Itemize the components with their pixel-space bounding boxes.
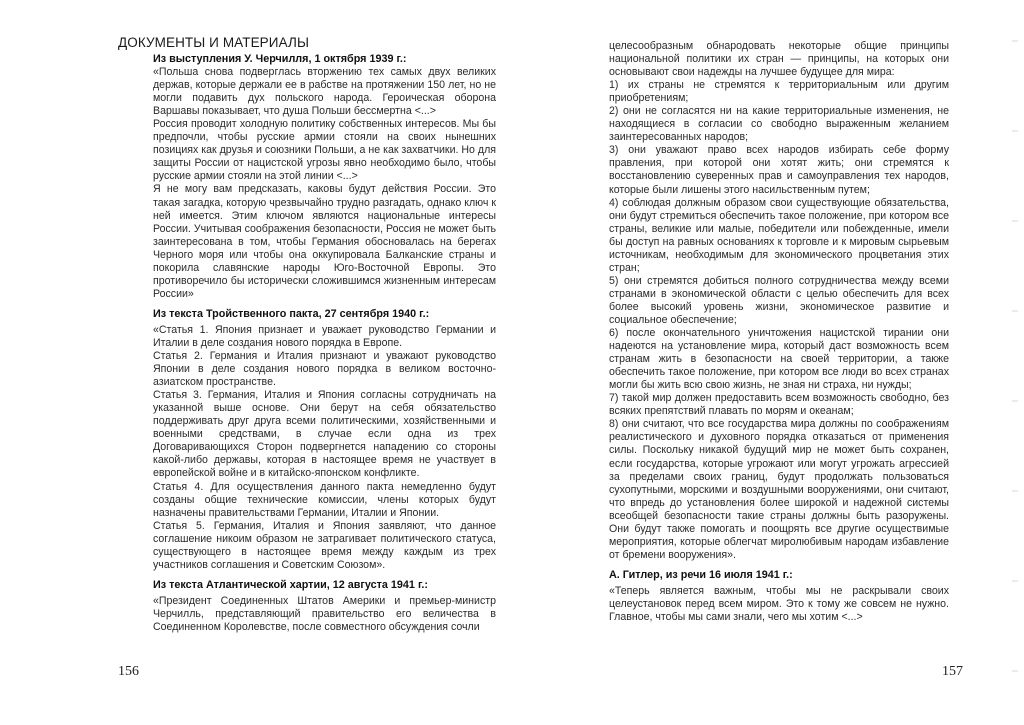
section-heading-churchill: Из выступления У. Черчилля, 1 октября 1939 г.: — [153, 53, 407, 65]
page-number: 156 — [118, 664, 139, 679]
paragraph: «Президент Соединенных Штатов Америки и премьер-министр Черчилль, представляющий правительство его величества в Соединенном Королевстве, после совместного обсуждения сочли — [153, 594, 496, 633]
page-number: 157 — [942, 664, 963, 679]
list-item: 7) такой мир должен предоставить всем возможность свободно, без всяких препятствий плавать по морям и океанам; — [609, 392, 949, 418]
section-heading-tripartite-pact: Из текста Тройственного пакта, 27 сентября 1940 г.: — [153, 307, 430, 320]
paragraph: Россия проводит холодную политику собственных интересов. Мы бы предпочли, чтобы русские армии стояли на своих нынешних позициях как друзья и союзники Польши, а не как захватчики. Но для защиты России от нацистской угрозы явно необходимо было, чтобы русские армии стояли на этой линии <...> — [153, 118, 496, 183]
list-item: 3) они уважают право всех народов избирать себе форму правления, при которой они хотят жить; они стремятся к восстановлению суверенных прав и самоуправления тех народов, которые были лишены этого насильственным путем; — [609, 144, 949, 196]
list-item: 5) они стремятся добиться полного сотрудничества между всеми странами в экономической области с целью обеспечить для всех более высокий уровень жизни, экономическое развитие и социальное обеспечение; — [609, 274, 949, 326]
list-item: 6) после окончательного уничтожения нацистской тирании они надеются на установление мира, который даст возможность всем странам жить в безопасности на своей территории, а также обеспечить такое положение, при котором все люди во всех странах могли бы жить всю свою жизнь, не зная ни страха, ни нужды; — [609, 327, 949, 392]
paragraph: «Теперь является важным, чтобы мы не раскрывали своих целеустановок перед всем миром. Это к тому же совсем не нужно. Главное, чтобы мы сами знали, чего мы хотим <...> — [609, 584, 949, 624]
section-heading-atlantic-charter: Из текста Атлантической хартии, 12 августа 1941 г.: — [153, 578, 428, 591]
left-column — [153, 53, 496, 634]
paragraph: Статья 3. Германия, Италия и Япония согласны сотрудничать на указанной выше основе. Они берут на себя обязательство поддерживать друг друга всеми политическими, хозяйственными и военными средствами, в случае если одна из трех Договаривающихся Сторон подвергнется нападению со стороны какой-либо державы, которая в настоящее время не участвует в европейской войне и в китайско-японском конфликте. — [153, 389, 496, 480]
list-item: 4) соблюдая должным образом свои существующие обязательства, они будут стремиться обеспечить такое положение, при котором все страны, великие или малые, победители или побежденные, имели бы доступ на равных основаниях к торговле и к мировым сырьевым источникам, необходимым для экономического процветания этих стран; — [609, 196, 949, 274]
right-page — [512, 0, 1024, 725]
paragraph: «Статья 1. Япония признает и уважает руководство Германии и Италии в деле создания нового порядка в Европе. — [153, 323, 496, 349]
right-column — [609, 40, 949, 624]
paragraph: Статья 2. Германия и Италия признают и уважают руководство Японии в деле создания нового порядка в великом восточно-азиатском пространстве. — [153, 350, 496, 389]
paragraph: целесообразным обнародовать некоторые общие принципы национальной политики их стран — принципы, на которых они основывают свои надежды на лучшее будущее для мира: — [609, 40, 949, 79]
list-item: 1) их страны не стремятся к территориальным или другим приобретениям; — [609, 79, 949, 105]
list-item: 8) они считают, что все государства мира должны по соображениям реалистического и духовного порядка отказаться от применения силы. Поскольку никакой будущий мир не может быть сохранен, если государства, которые угрожают или могут угрожать агрессией за пределами своих границ, будут продолжать пользоваться сухопутными, морскими и воздушными вооружениями, они считают, что впредь до установления более широкой и надежной системы всеобщей безопасности такие страны должны быть разоружены. Они будут также помогать и поощрять все другие осуществимые мероприятия, которые облегчат миролюбивым народам избавление от бремени вооружения». — [609, 418, 949, 561]
paragraph: «Польша снова подверглась вторжению тех самых двух великих держав, которые держали ее в рабстве на протяжении 150 лет, но не могли подавить дух польского народа. Героическая оборона Варшавы показывает, что душа Польши бессмертна <...> — [153, 66, 496, 118]
paragraph: Я не могу вам предсказать, каковы будут действия России. Это такая загадка, которую чрезвычайно трудно разгадать, однако ключ к ней имеется. Этим ключом являются национальные интересы России. Учитывая соображения безопасности, Россия не может быть заинтересована в том, чтобы Германия обосновалась на берегах Черного моря или чтобы она оккупировала Балканские страны и покорила славянские народы Юго-Восточной Европы. Это противоречило бы исторически сложившимся жизненным интересам России» — [153, 183, 496, 300]
running-head: ДОКУМЕНТЫ И МАТЕРИАЛЫ — [118, 35, 310, 50]
paragraph: Статья 5. Германия, Италия и Япония заявляют, что данное соглашение никоим образом не затрагивает политического статуса, существующего в настоящее время между каждым из трех участников соглашения и Советским Союзом». — [153, 519, 496, 571]
paragraph: Статья 4. Для осуществления данного пакта немедленно будут созданы общие технические комиссии, члены которых будут назначены правительствами Германии, Италии и Японии. — [153, 480, 496, 519]
section-heading-hitler: А. Гитлер, из речи 16 июля 1941 г.: — [609, 568, 793, 581]
list-item: 2) они не согласятся ни на какие территориальные изменения, не находящиеся в согласии со свободно выраженным желанием заинтересованных народов; — [609, 105, 949, 144]
scan-edge-artifacts — [1012, 0, 1018, 725]
